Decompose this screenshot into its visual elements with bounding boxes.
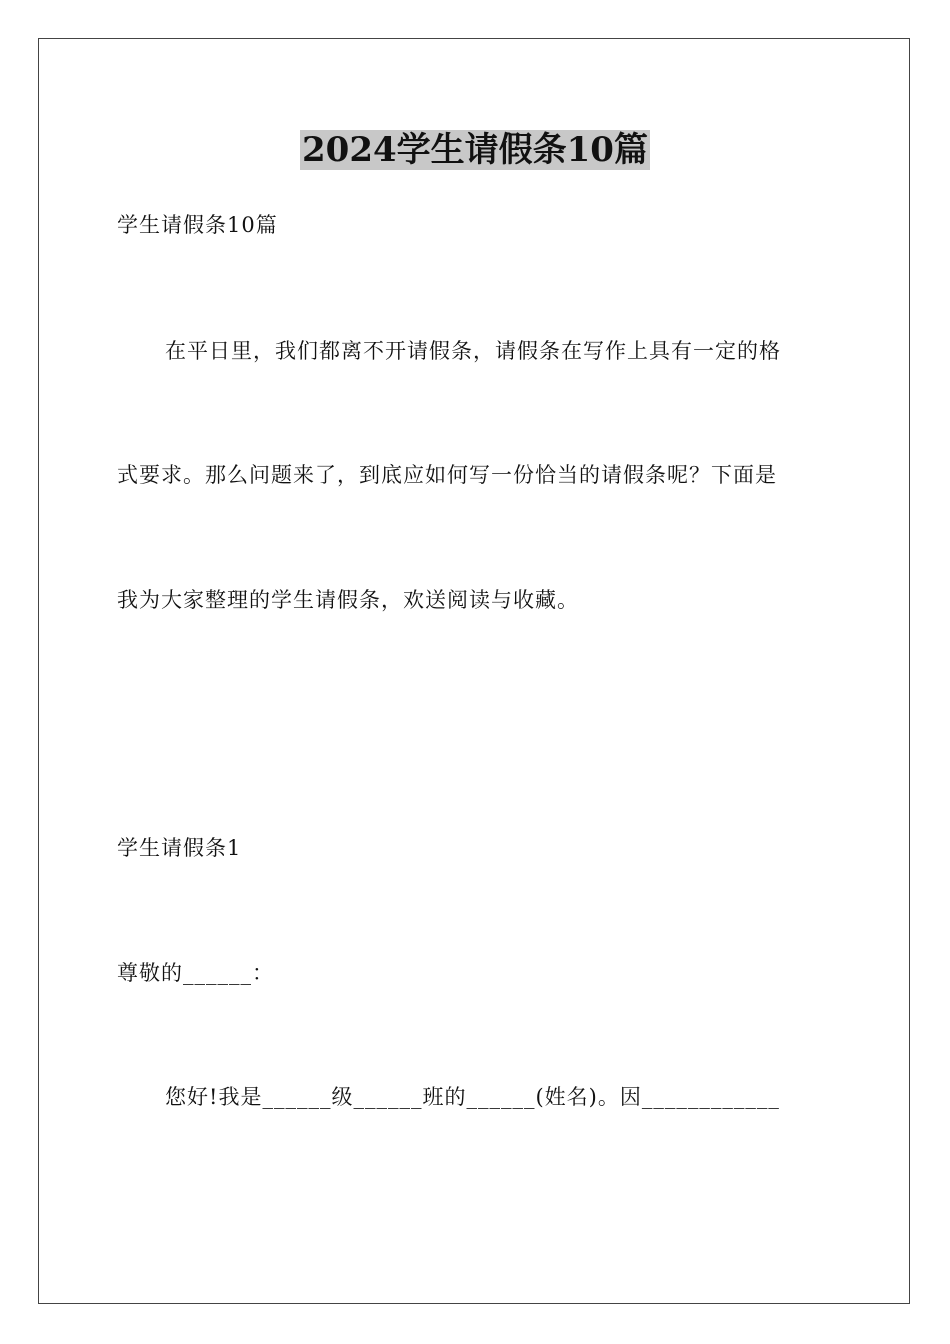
document-subtitle: 学生请假条10篇	[117, 213, 278, 237]
intro-paragraph-line-1: 在平日里，我们都离不开请假条，请假条在写作上具有一定的格	[165, 339, 781, 363]
salutation: 尊敬的______：	[117, 961, 274, 985]
section-heading: 学生请假条1	[117, 836, 242, 860]
document-title: 2024学生请假条10篇	[302, 130, 648, 170]
intro-paragraph-line-3: 我为大家整理的学生请假条，欢送阅读与收藏。	[117, 588, 579, 612]
intro-paragraph-line-2: 式要求。那么问题来了，到底应如何写一份恰当的请假条呢？下面是	[117, 463, 777, 487]
letter-body-line: 您好!我是______级______班的______(姓名)。因____________	[165, 1085, 780, 1109]
